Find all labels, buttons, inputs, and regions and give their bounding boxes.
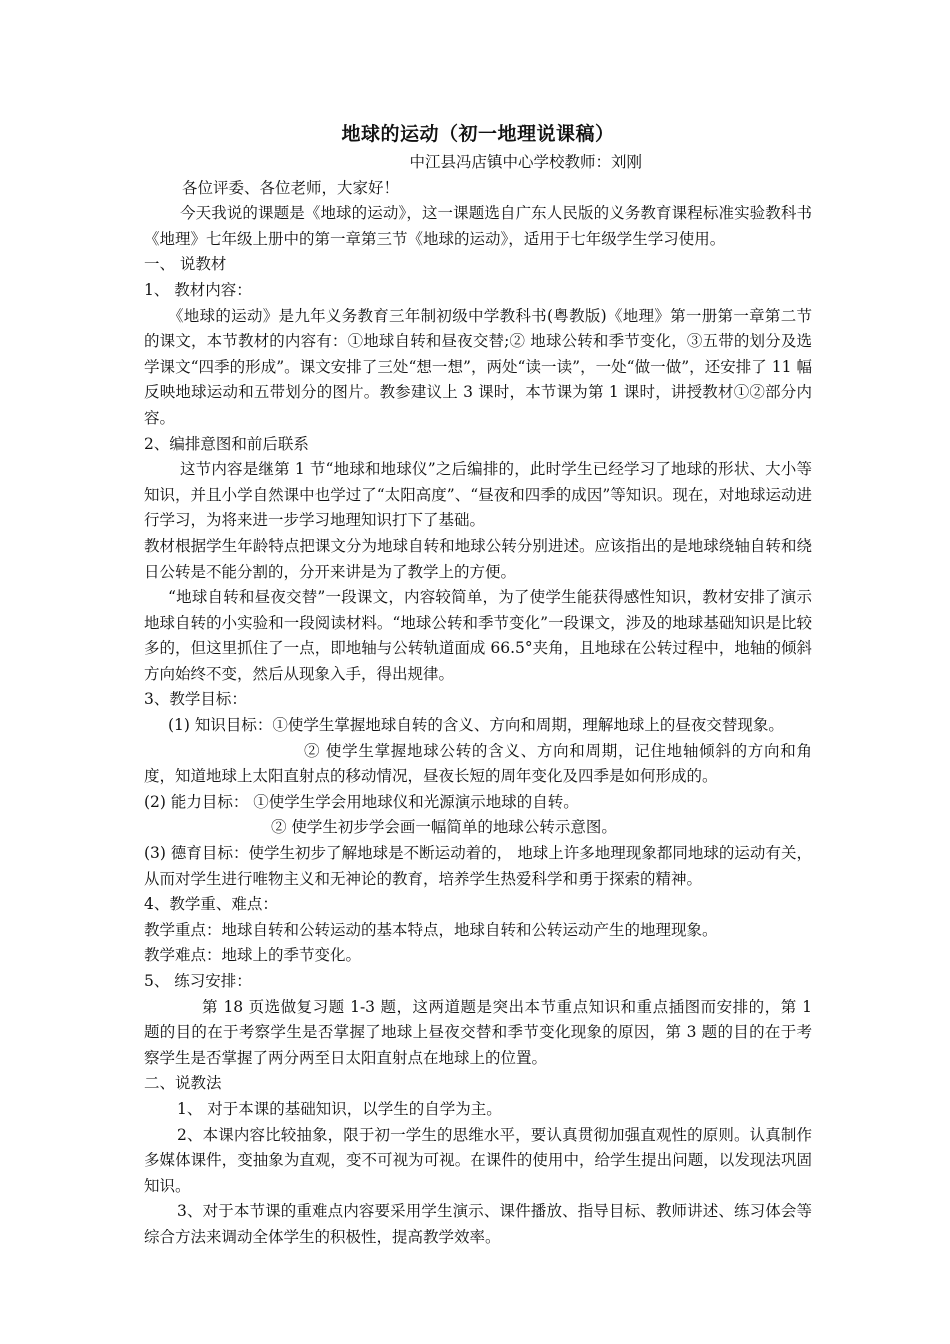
method-3: 3、对于本节课的重难点内容要采用学生演示、课件播放、指导目标、教师讲述、练习体会等综合方法来调动全体学生的积极性，提高教学效率。 (144, 1202, 812, 1246)
knowledge-objective: (1) 知识目标：①使学生掌握地球自转的含义、方向和周期，理解地球上的昼夜交替现象。 (168, 716, 784, 735)
ability-objective: (2) 能力目标： ①使学生学会用地球仪和光源演示地球的自转。 (144, 792, 579, 811)
intro-paragraph: 今天我说的课题是《地球的运动》，这一课题选自广东人民版的义务教育课程标准实验教科书《地理》七年级上册中的第一章第三节《地球的运动》，适用于七年级学生学习使用。 (144, 204, 812, 248)
section-1-heading: 一、 说教材 (144, 255, 227, 274)
key-points: 教学重点：地球自转和公转运动的基本特点，地球自转和公转运动产生的地理现象。 (144, 920, 718, 939)
section-1-1-heading: 1、 教材内容： (144, 280, 252, 299)
greeting: 各位评委、各位老师，大家好！ (182, 178, 400, 197)
moral-objective: (3) 德育目标：使学生初步了解地球是不断运动着的， 地球上许多地理现象都同地球的运动有关， 从而对学生进行唯物主义和无神论的教育，培养学生热爱科学和勇于探索的精神。 (144, 844, 812, 888)
section-1-2-paragraph-1: 这节内容是继第 1 节“地球和地球仪”之后编排的，此时学生已经学习了地球的形状、大小等知识，并且小学自然课中也学过了“太阳高度”、“昼夜和四季的成因”等知识。现在，对地球运动进行学习，为将来进一步学习地理知识打下了基础。 (144, 460, 812, 530)
ability-objective-2: ② 使学生初步学会画一幅简单的地球公转示意图。 (271, 818, 617, 837)
section-1-3-heading: 3、教学目标： (144, 690, 247, 709)
section-1-1-text: 《地球的运动》是九年义务教育三年制初级中学教科书(粤教版)《地理》第一册第一章第二节的课文，本节教材的内容有：①地球自转和昼夜交替;② 地球公转和季节变化，③五带的划分及选学课文“四季的形成”。课文安排了三处“想一想”，两处“读一读”，一处“做一做”，还安排了 11 幅反映地球运动和五带划分的图片。教参建议上 3 课时，本节课为第 1 课时，讲授教材①②部分内容。 (144, 306, 812, 427)
difficult-points: 教学难点：地球上的季节变化。 (144, 946, 362, 965)
document-page (144, 118, 812, 1251)
section-2-heading: 二、说教法 (144, 1074, 222, 1093)
method-1: 1、 对于本课的基础知识，以学生的自学为主。 (177, 1099, 502, 1118)
section-1-2-paragraph-3: “地球自转和昼夜交替”一段课文，内容较简单，为了使学生能获得感性知识，教材安排了演示地球自转的小实验和一段阅读材料。“地球公转和季节变化”一段课文，涉及的地球基础知识是比较多的，但这里抓住了一点，即地轴与公转轨道面成 66.5°夹角，且地球在公转过程中，地轴的倾斜方向始终不变，然后从现象入手，得出规律。 (144, 588, 812, 683)
author-line: 中江县冯店镇中心学校教师：刘刚 (409, 153, 642, 171)
method-2: 2、本课内容比较抽象，限于初一学生的思维水平，要认真贯彻加强直观性的原则。认真制作多媒体课件，变抽象为直观，变不可视为可视。在课件的使用中，给学生提出问题，以发现法巩固知识。 (144, 1125, 812, 1195)
section-1-4-heading: 4、教学重、难点： (144, 895, 278, 914)
section-1-2-paragraph-2: 教材根据学生年龄特点把课文分为地球自转和地球公转分别进述。应该指出的是地球绕轴自转和绕日公转是不能分割的，分开来讲是为了教学上的方便。 (144, 536, 812, 581)
document-title: 地球的运动（初一地理说课稿） (341, 123, 615, 145)
section-1-5-heading: 5、 练习安排： (144, 972, 252, 990)
knowledge-objective-2: ② 使学生掌握地球公转的含义、方向和周期，记住地轴倾斜的方向和角度，知道地球上太阳直射点的移动情况，昼夜长短的周年变化及四季是如何形成的。 (144, 741, 812, 786)
section-1-2-heading: 2、编排意图和前后联系 (144, 434, 309, 453)
practice-paragraph: 第 18 页选做复习题 1-3 题，这两道题是突出本节重点知识和重点插图而安排的，第 1 题的目的在于考察学生是否掌握了地球上昼夜交替和季节变化现象的原因，第 3 题的目的在于考察学生是否掌握了两分两至日太阳直射点在地球上的位置。 (144, 997, 812, 1067)
